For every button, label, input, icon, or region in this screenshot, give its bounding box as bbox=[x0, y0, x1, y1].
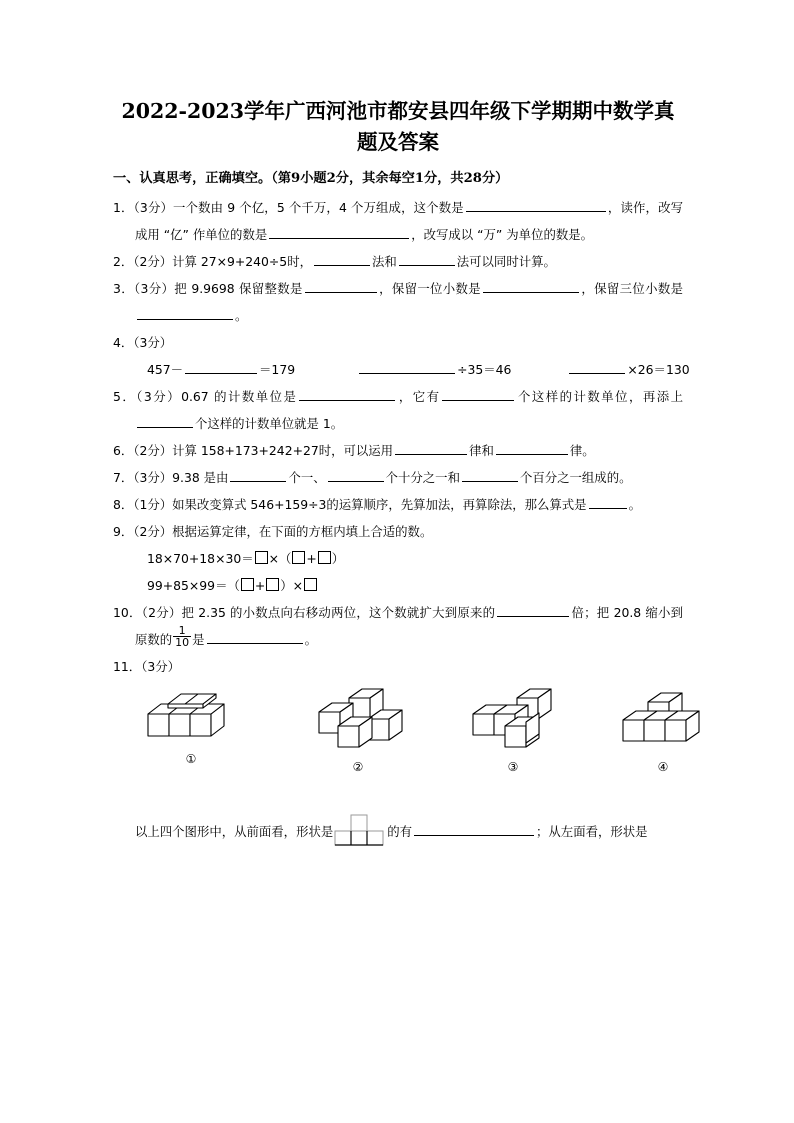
question-11-final-c: ；从左面看，形状是 bbox=[536, 824, 648, 839]
cube-figure-4-label: ④ bbox=[657, 760, 669, 774]
question-9-points: （2分） bbox=[133, 524, 173, 539]
question-9-eq2-box-2[interactable] bbox=[266, 578, 279, 591]
question-8-text-a: 如果改变算式 546+159÷3的运算顺序，先算加法，再算除法，那么算式是 bbox=[172, 497, 587, 512]
question-10-text-c: 是 bbox=[192, 632, 205, 647]
question-1 bbox=[113, 194, 683, 248]
question-3-text-b: ，保留一位小数是 bbox=[378, 281, 482, 296]
question-10-number: 10． bbox=[113, 605, 142, 620]
question-6-blank-2[interactable] bbox=[496, 441, 568, 455]
question-2-text-c: 法可以同时计算。 bbox=[456, 254, 556, 269]
question-8 bbox=[113, 491, 683, 518]
question-5-blank-1[interactable] bbox=[299, 387, 395, 401]
question-2-text-a: 计算 27×9+240÷5时， bbox=[172, 254, 312, 269]
cube-figure-1-icon bbox=[138, 686, 244, 750]
question-7-text-c: 个十分之一和 bbox=[385, 470, 460, 485]
fraction-one-tenth bbox=[173, 625, 191, 648]
question-8-text-b: 。 bbox=[628, 497, 641, 512]
question-1-text-e: 。 bbox=[580, 227, 594, 242]
question-5 bbox=[113, 383, 683, 437]
question-9-equation-1 bbox=[113, 545, 683, 572]
question-4-eq1-blank[interactable] bbox=[185, 360, 257, 374]
question-7-text-a: 9.38 是由 bbox=[172, 470, 229, 485]
question-7-blank-3[interactable] bbox=[462, 468, 518, 482]
question-4-points: （3分） bbox=[133, 335, 173, 350]
question-7-number: 7． bbox=[113, 470, 134, 485]
question-7-points: （3分） bbox=[133, 470, 173, 485]
question-2-number: 2． bbox=[113, 254, 134, 269]
question-8-number: 8． bbox=[113, 497, 134, 512]
section-heading: 一、认真思考，正确填空。（第9小题2分，其余每空1分，共28分） bbox=[113, 171, 509, 186]
question-6-number: 6． bbox=[113, 443, 134, 458]
question-11-points: （3分） bbox=[141, 659, 181, 674]
question-1-text-c: ，改写成用 “亿” 作单位的数是 bbox=[135, 200, 684, 242]
question-10-blank-2[interactable] bbox=[207, 630, 303, 644]
question-9-eq1-mid: ×（ bbox=[268, 551, 292, 566]
cube-figure-4 bbox=[603, 686, 723, 774]
question-10-text-d: 。 bbox=[304, 632, 317, 647]
question-4-eq3-blank[interactable] bbox=[569, 360, 625, 374]
question-11 bbox=[113, 653, 683, 680]
question-9-eq1-prefix: 18×70+18×30＝ bbox=[147, 551, 254, 566]
question-4-number: 4． bbox=[113, 335, 134, 350]
question-2-points: （2分） bbox=[133, 254, 173, 269]
question-10-blank-1[interactable] bbox=[497, 603, 569, 617]
question-2-blank-2[interactable] bbox=[399, 252, 455, 266]
question-11-blank-1[interactable] bbox=[414, 822, 534, 836]
question-6-text-b: 律和 bbox=[469, 443, 494, 458]
page-title: 2022-2023学年广西河池市都安县四年级下学期期中数学真题及答案 bbox=[121, 99, 675, 154]
question-9-eq2-mid: + bbox=[254, 578, 266, 593]
question-6-text-c: 律。 bbox=[569, 443, 595, 458]
question-6-points: （2分） bbox=[133, 443, 173, 458]
question-3-number: 3． bbox=[113, 281, 134, 296]
question-3-text-d: 。 bbox=[235, 308, 248, 323]
cube-figure-1 bbox=[131, 686, 251, 766]
question-9-equation-2 bbox=[113, 572, 683, 599]
question-8-points: （1分） bbox=[133, 497, 173, 512]
cube-figure-3 bbox=[453, 686, 573, 774]
question-4-eq2-blank[interactable] bbox=[359, 360, 455, 374]
fraction-numerator: 1 bbox=[178, 623, 186, 637]
question-1-points: （3分） bbox=[133, 200, 174, 215]
front-view-shape-svg bbox=[334, 812, 386, 846]
question-2-blank-1[interactable] bbox=[314, 252, 370, 266]
cube-figure-1-label: ① bbox=[185, 752, 197, 766]
question-3-text-a: 把 9.9698 保留整数是 bbox=[174, 281, 303, 296]
question-1-number: 1． bbox=[113, 200, 134, 215]
question-11-figures bbox=[113, 686, 683, 786]
question-7-text-d: 个百分之一组成的。 bbox=[519, 470, 632, 485]
question-1-text-d: ，改写成以 “万” 为单位的数是 bbox=[411, 227, 581, 242]
question-1-blank-2[interactable] bbox=[269, 225, 409, 239]
cube-figure-3-icon bbox=[460, 686, 566, 758]
fraction-denominator: 10 bbox=[175, 635, 190, 649]
cube-figure-2-label: ② bbox=[352, 760, 364, 774]
question-4-equations bbox=[113, 356, 690, 383]
question-5-text-d: 个这样的计数单位就是 1。 bbox=[195, 416, 344, 431]
question-7 bbox=[113, 464, 683, 491]
question-6-blank-1[interactable] bbox=[395, 441, 467, 455]
question-3-points: （3分） bbox=[134, 281, 175, 296]
question-3-blank-3[interactable] bbox=[137, 306, 233, 320]
page-content bbox=[113, 96, 690, 846]
question-9-number: 9． bbox=[113, 524, 134, 539]
question-5-blank-3[interactable] bbox=[137, 414, 193, 428]
cube-figure-4-icon bbox=[610, 686, 716, 758]
question-5-text-c: 个这样的计数单位，再添上 bbox=[516, 389, 684, 404]
front-view-shape-icon bbox=[334, 812, 386, 846]
question-5-text-b: ，它有 bbox=[397, 389, 441, 404]
question-7-blank-1[interactable] bbox=[230, 468, 286, 482]
question-4 bbox=[113, 329, 683, 356]
cube-figure-2 bbox=[298, 686, 418, 774]
question-4-eq2-rhs: ÷35＝46 bbox=[457, 362, 512, 377]
question-1-text-a: 一个数由 9 个亿，5 个千万，4 个万组成，这个数是 bbox=[173, 200, 464, 215]
question-10 bbox=[113, 599, 683, 653]
question-11-final-b: 的有 bbox=[387, 824, 413, 839]
question-3-blank-1[interactable] bbox=[305, 279, 377, 293]
question-3 bbox=[113, 275, 683, 329]
question-4-eq3-rhs: ×26＝130 bbox=[627, 362, 690, 377]
question-3-blank-2[interactable] bbox=[483, 279, 579, 293]
question-7-blank-2[interactable] bbox=[328, 468, 384, 482]
question-11-final-a: 以上四个图形中，从前面看，形状是 bbox=[135, 824, 334, 839]
question-1-blank-1[interactable] bbox=[466, 198, 606, 212]
question-6 bbox=[113, 437, 683, 464]
question-9-eq2-box-3[interactable] bbox=[304, 578, 317, 591]
cube-figure-2-icon bbox=[305, 686, 411, 758]
question-5-number: 5． bbox=[113, 389, 137, 404]
question-7-text-b: 个一、 bbox=[288, 470, 326, 485]
question-8-blank-1[interactable] bbox=[589, 495, 627, 509]
question-6-text-a: 计算 158+173+242+27时，可以运用 bbox=[172, 443, 394, 458]
question-3-text-c: ，保留三位小数是 bbox=[581, 281, 684, 296]
question-9-eq1-plus: + bbox=[306, 551, 317, 566]
question-9-eq1-box-3[interactable] bbox=[318, 551, 331, 564]
question-5-text-a: 0.67 的计数单位是 bbox=[181, 389, 298, 404]
question-9-eq2-box-1[interactable] bbox=[241, 578, 254, 591]
question-9 bbox=[113, 518, 683, 545]
question-4-equation-1 bbox=[147, 356, 295, 383]
question-9-eq2-plus: ）× bbox=[280, 578, 304, 593]
cube-figure-3-label: ③ bbox=[507, 760, 519, 774]
question-11-final-line bbox=[113, 812, 683, 846]
question-4-equation-2 bbox=[357, 356, 511, 383]
question-9-eq1-box-1[interactable] bbox=[255, 551, 268, 564]
question-2-text-b: 法和 bbox=[371, 254, 397, 269]
question-10-text-a: 把 2.35 的小数点向右移动两位，这个数就扩大到原来的 bbox=[181, 605, 496, 620]
question-10-text-b: 倍；把 20.8 缩小到原数的 bbox=[135, 605, 683, 647]
question-5-blank-2[interactable] bbox=[442, 387, 514, 401]
question-1-text-b: ，读作 bbox=[607, 200, 646, 215]
question-9-eq1-box-2[interactable] bbox=[292, 551, 305, 564]
question-4-eq1-rhs: ＝179 bbox=[259, 362, 296, 377]
question-2 bbox=[113, 248, 683, 275]
question-10-points: （2分） bbox=[141, 605, 182, 620]
question-4-equation-3 bbox=[567, 356, 689, 383]
question-9-text-a: 根据运算定律，在下面的方框内填上合适的数。 bbox=[172, 524, 433, 539]
question-9-eq1-suffix: ） bbox=[331, 551, 345, 566]
question-11-number: 11． bbox=[113, 659, 142, 674]
question-9-eq2-prefix: 99+85×99＝（ bbox=[147, 578, 240, 593]
question-4-eq1-lhs: 457－ bbox=[147, 362, 184, 377]
question-5-points: （3分） bbox=[136, 389, 182, 404]
